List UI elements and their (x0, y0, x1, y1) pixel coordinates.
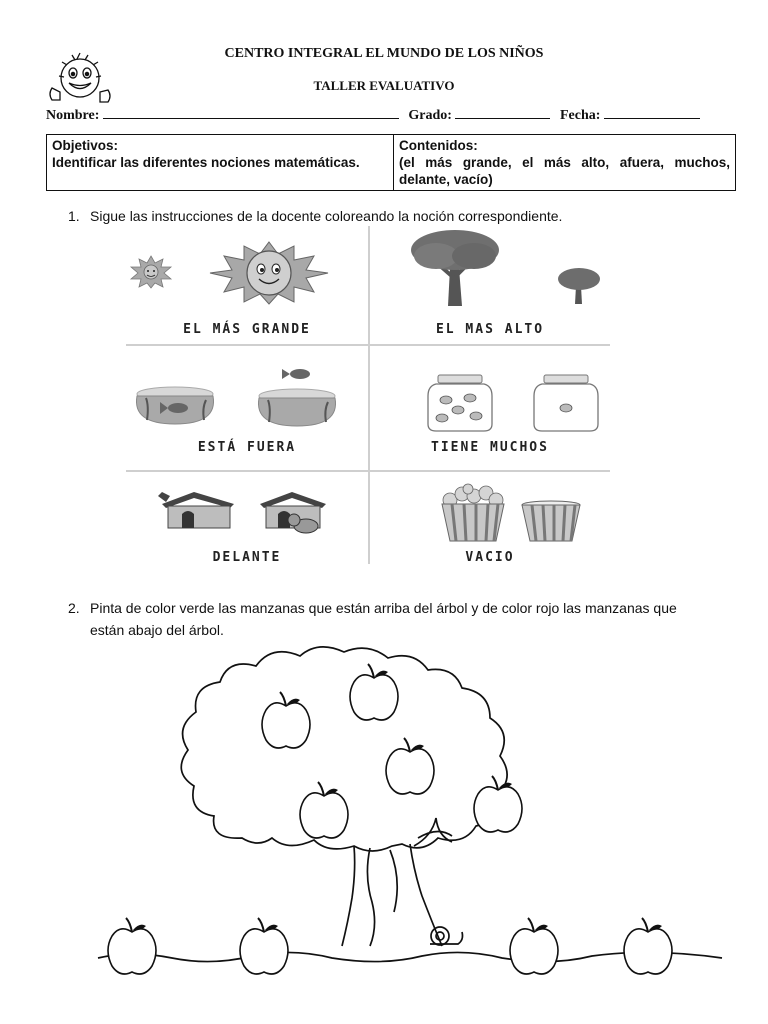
popcorn-full-icon (440, 486, 506, 542)
grid-divider-h1-right (370, 344, 610, 346)
label-esta-fuera: ESTÁ FUERA (197, 440, 297, 455)
doghouse-dog-front-icon (258, 490, 330, 534)
grid-divider-h2-left (126, 470, 368, 472)
grid-divider-vertical (368, 226, 370, 564)
contenidos-text: (el más grande, el más alto, afuera, muchos, delante, vacío) (399, 155, 730, 187)
nombre-field[interactable] (103, 106, 399, 119)
question-2-text-line2: están abajo del árbol. (90, 622, 224, 638)
student-info-row (46, 106, 736, 124)
big-sun-icon (206, 242, 332, 304)
contenidos-cell (394, 135, 736, 191)
contenidos-heading: Contenidos: (399, 138, 478, 153)
nombre-label: Nombre: (46, 108, 100, 123)
small-sun-icon (126, 256, 176, 288)
fishbowl-fish-inside-icon (132, 384, 218, 426)
question-1-number: 1. (68, 208, 80, 224)
jar-few-candies-icon (530, 374, 602, 432)
label-delante: DELANTE (212, 550, 282, 565)
school-name: CENTRO INTEGRAL EL MUNDO DE LOS NIÑOS (224, 46, 544, 61)
tall-tree-icon (408, 228, 502, 308)
jar-many-candies-icon (424, 374, 496, 432)
doghouse-dog-behind-icon (148, 490, 240, 530)
fecha-field[interactable] (604, 106, 700, 119)
label-vacio: VACIO (465, 550, 515, 565)
objetivos-cell (47, 135, 394, 191)
label-el-mas-alto: EL MAS ALTO (435, 322, 545, 337)
grid-divider-h2-right (370, 470, 610, 472)
grado-label: Grado: (408, 108, 452, 123)
question-2-text-line1: Pinta de color verde las manzanas que están arriba del árbol y de color rojo las manzanas que (90, 600, 677, 616)
grid-divider-h1-left (126, 344, 368, 346)
objetivos-text: Identificar las diferentes nociones matemáticas. (52, 155, 360, 170)
grado-field[interactable] (455, 106, 550, 119)
label-el-mas-grande: EL MÁS GRANDE (183, 322, 311, 337)
fecha-label: Fecha: (559, 108, 601, 123)
label-tiene-muchos: TIENE MUCHOS (431, 440, 549, 455)
objetivos-heading: Objetivos: (52, 138, 119, 153)
worksheet-title: TALLER EVALUATIVO (313, 78, 455, 93)
objectives-table (46, 134, 736, 191)
question-2-number: 2. (68, 600, 80, 616)
question-1-text: Sigue las instrucciones de la docente coloreando la noción correspondiente. (90, 208, 563, 224)
fishbowl-fish-outside-icon (254, 364, 340, 428)
short-tree-icon (556, 266, 602, 306)
apple-tree-icon (92, 640, 732, 980)
popcorn-empty-icon (520, 500, 582, 542)
